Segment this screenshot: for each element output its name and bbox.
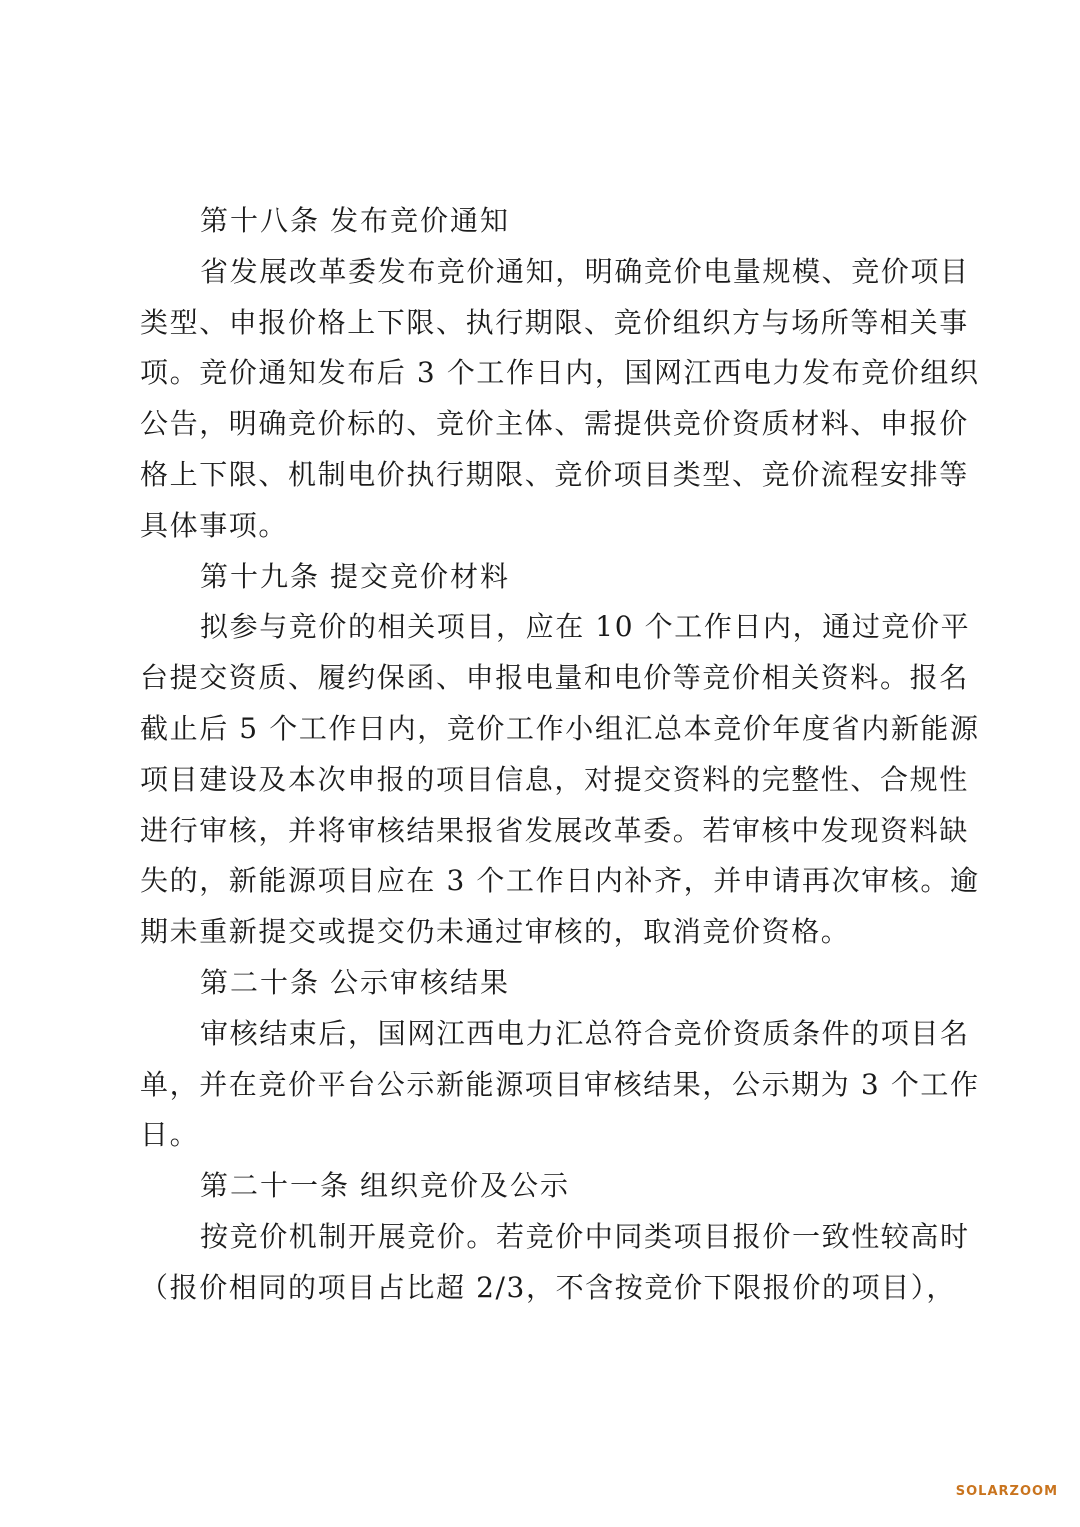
paragraph-line: 截止后 5 个工作日内，竞价工作小组汇总本竞价年度省内新能源 [140,711,980,745]
paragraph-line: 省发展改革委发布竞价通知，明确竞价电量规模、竞价项目 [200,254,970,288]
article-number: 第二十条 [200,965,321,999]
article-number: 第二十一条 [200,1169,351,1203]
watermark-logo: SOLARZOOM [955,1484,1058,1499]
paragraph-line: 按竞价机制开展竞价。若竞价中同类项目报价一致性较高时 [200,1219,970,1253]
document-page [140,196,980,1314]
article-heading [140,1161,940,1212]
paragraph-line: 失的，新能源项目应在 3 个工作日内补齐，并申请再次审核。逾 [140,864,980,898]
paragraph-line: 进行审核，并将审核结果报省发展改革委。若审核中发现资料缺 [140,813,969,847]
paragraph-line: 项目建设及本次申报的项目信息，对提交资料的完整性、合规性 [140,762,969,796]
article-number: 第十九条 [200,559,321,593]
paragraph-line: 期未重新提交或提交仍未通过审核的，取消竞价资格。 [140,915,851,949]
article-heading [140,552,940,603]
article-title: 组织竞价及公示 [360,1169,571,1203]
paragraph-line: （报价相同的项目占比超 2/3，不含按竞价下限报价的项目）， [140,1270,956,1304]
article-title: 提交竞价材料 [330,559,511,593]
paragraph-line: 项。竞价通知发布后 3 个工作日内，国网江西电力发布竞价组织 [140,356,980,390]
paragraph-line: 类型、申报价格上下限、执行期限、竞价组织方与场所等相关事 [140,305,969,339]
paragraph-line: 拟参与竞价的相关项目，应在 10 个工作日内，通过竞价平 [200,610,971,644]
paragraph-line: 公告，明确竞价标的、竞价主体、需提供竞价资质材料、申报价 [140,407,969,441]
article-number: 第十八条 [200,204,321,237]
paragraph-line: 单，并在竞价平台公示新能源项目审核结果，公示期为 3 个工作 [140,1067,980,1101]
article-heading [140,958,940,1009]
paragraph-line: 具体事项。 [140,508,289,542]
article-title: 公示审核结果 [330,965,511,999]
article-title: 发布竞价通知 [330,204,511,237]
article-heading [140,196,940,247]
paragraph-line: 台提交资质、履约保函、申报电量和电价等竞价相关资料。报名 [140,661,969,695]
paragraph-line: 日。 [140,1118,200,1152]
paragraph-line: 格上下限、机制电价执行期限、竞价项目类型、竞价流程安排等 [140,457,969,491]
paragraph-line: 审核结束后，国网江西电力汇总符合竞价资质条件的项目名 [200,1016,970,1050]
